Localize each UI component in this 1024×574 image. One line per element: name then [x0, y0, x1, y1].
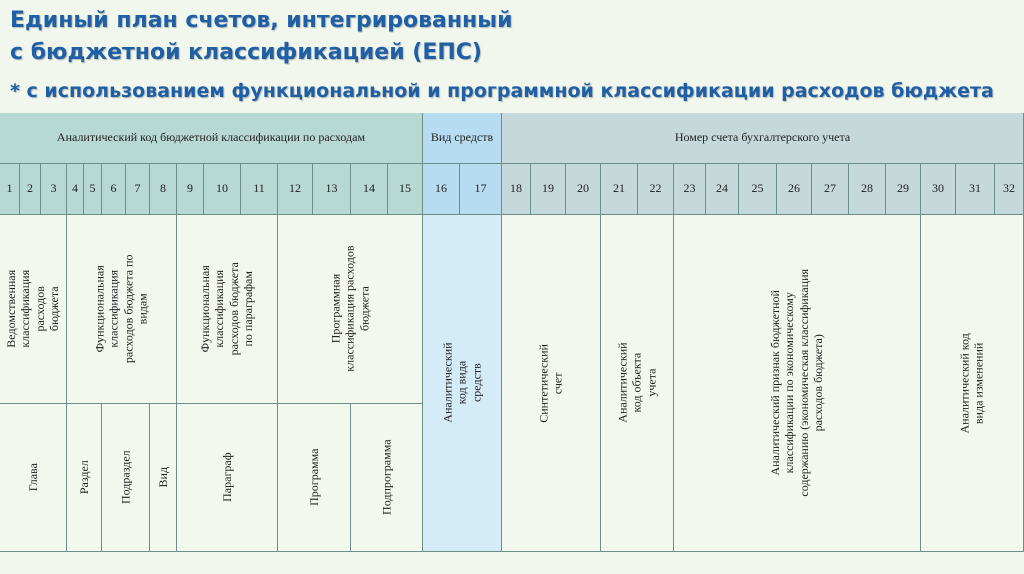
column-number-30: 30	[921, 164, 956, 215]
column-number-16: 16	[423, 164, 460, 215]
page-subtitle: * с использованием функциональной и программной классификации расходов бюджета	[10, 80, 994, 102]
group-func-vid	[67, 215, 177, 404]
cell-priznak	[674, 215, 921, 552]
header-vid-sredstv: Вид средств	[423, 113, 502, 164]
cell-sint	[502, 215, 601, 552]
group-func-vid-label: Функциональная классификация расходов бюджета по видам	[92, 254, 150, 364]
column-number-20: 20	[566, 164, 601, 215]
cell-podrazdel	[102, 404, 150, 552]
column-number-7: 7	[126, 164, 150, 215]
column-number-28: 28	[849, 164, 886, 215]
column-number-6: 6	[102, 164, 126, 215]
group-func-par	[177, 215, 278, 404]
group-vedom-label: Ведомственная классификация расходов бюджета	[4, 270, 62, 348]
column-number-25: 25	[739, 164, 777, 215]
cell-podrazdel-label: Подраздел	[118, 450, 133, 505]
cell-razdel	[67, 404, 102, 552]
cell-izm	[921, 215, 1024, 552]
cell-podprogramma-label: Подпрограмма	[379, 439, 394, 516]
page-title-line1: Единый план счетов, интегрированный	[10, 8, 513, 33]
column-number-5: 5	[84, 164, 102, 215]
group-func-par-label: Функциональная классификация расходов бюджета по параграфам	[198, 262, 256, 356]
column-number-4: 4	[67, 164, 84, 215]
column-number-26: 26	[777, 164, 812, 215]
column-number-9: 9	[177, 164, 204, 215]
column-number-8: 8	[150, 164, 177, 215]
cell-obj-label: Аналитический код объекта учета	[615, 342, 659, 424]
cell-glava	[0, 404, 67, 552]
column-number-19: 19	[531, 164, 566, 215]
group-prog	[278, 215, 423, 404]
column-number-2: 2	[20, 164, 41, 215]
column-number-14: 14	[351, 164, 388, 215]
column-number-29: 29	[886, 164, 921, 215]
cell-programma	[278, 404, 351, 552]
column-number-15: 15	[388, 164, 423, 215]
cell-glava-label: Глава	[25, 463, 40, 492]
column-number-27: 27	[812, 164, 849, 215]
group-vedom	[0, 215, 67, 404]
cell-paragraf	[177, 404, 278, 552]
column-number-18: 18	[502, 164, 531, 215]
cell-priznak-label: Аналитический признак бюджетной классификации по экономическому содержанию (экономическая классификация расходов бюджета)	[768, 269, 826, 497]
column-number-21: 21	[601, 164, 638, 215]
column-number-31: 31	[956, 164, 995, 215]
header-analytic-code: Аналитический код бюджетной классификации по расходам	[0, 113, 423, 164]
cell-vid	[150, 404, 177, 552]
column-number-11: 11	[241, 164, 278, 215]
cell-vid-sredstv-label: Аналитический код вида средств	[440, 342, 484, 424]
cell-vid-sredstv	[423, 215, 502, 552]
cell-paragraf-label: Параграф	[219, 452, 234, 503]
column-number-24: 24	[706, 164, 739, 215]
group-prog-label: Программная классификация расходов бюджета	[328, 245, 372, 373]
cell-podprogramma	[351, 404, 423, 552]
column-number-12: 12	[278, 164, 313, 215]
column-number-17: 17	[460, 164, 502, 215]
cell-razdel-label: Раздел	[76, 460, 91, 495]
cell-vid-label: Вид	[155, 467, 170, 488]
column-number-10: 10	[204, 164, 241, 215]
header-account-number: Номер счета бухгалтерского учета	[502, 113, 1024, 164]
column-number-23: 23	[674, 164, 706, 215]
cell-sint-label: Синтетический счет	[536, 343, 565, 423]
column-number-22: 22	[638, 164, 674, 215]
column-number-1: 1	[0, 164, 20, 215]
column-number-13: 13	[313, 164, 351, 215]
cell-izm-label: Аналитический код вида изменений	[957, 332, 986, 434]
page-title-line2: с бюджетной классификацией (ЕПС)	[10, 40, 482, 65]
column-number-32: 32	[995, 164, 1024, 215]
column-number-3: 3	[41, 164, 67, 215]
cell-programma-label: Программа	[306, 448, 321, 507]
cell-obj	[601, 215, 674, 552]
